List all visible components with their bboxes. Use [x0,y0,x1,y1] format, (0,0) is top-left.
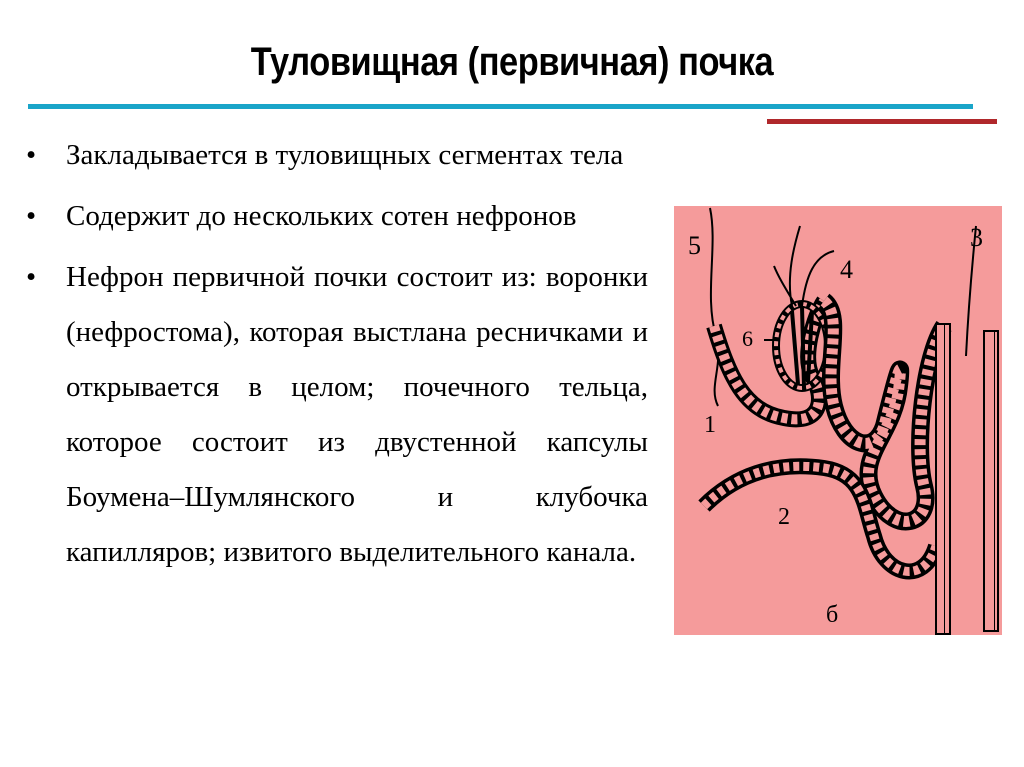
convoluted-tubule [824,301,944,521]
label-2: 2 [778,504,790,530]
bullet-item [26,128,648,183]
nephron-diagram-svg [674,206,1002,635]
label-3: 3 [970,223,983,252]
coelom-wall [710,208,718,406]
bullet-text: Содержит до нескольких сотен нефронов [66,200,577,232]
glomerulus-vessels [774,226,834,306]
title-underline-red [767,119,997,124]
label-5: 5 [688,231,701,260]
bullet-item [26,250,648,580]
bullet-dot: • [26,139,37,171]
bullet-dot: • [26,200,37,232]
label-4: 4 [840,255,853,284]
bullet-item [26,189,648,244]
title-underline-blue [28,104,973,109]
bullet-list [26,128,648,586]
bullet-dot: • [26,261,37,293]
bowman-capsule [776,304,828,388]
bullet-text: Закладывается в туловищных сегментах тела [66,139,624,171]
nephron-diagram [674,206,1002,635]
slide-title: Туловищная (первичная) почка [250,40,774,84]
label-6: 6 [742,326,753,351]
label-b: б [826,602,839,628]
mesonephric-duct-2 [984,331,998,631]
mesonephric-duct [936,324,950,634]
label-1: 1 [704,412,716,438]
bullet-text: Нефрон первичной почки состоит из: воронки (нефростома), которая выстлана ресничками и открывается в целом; почечного тельца, которое состоит из двустенной капсулы Боумена–Шумлянского и клубочка капилляров; извитого выделительного канала. [66,261,648,568]
